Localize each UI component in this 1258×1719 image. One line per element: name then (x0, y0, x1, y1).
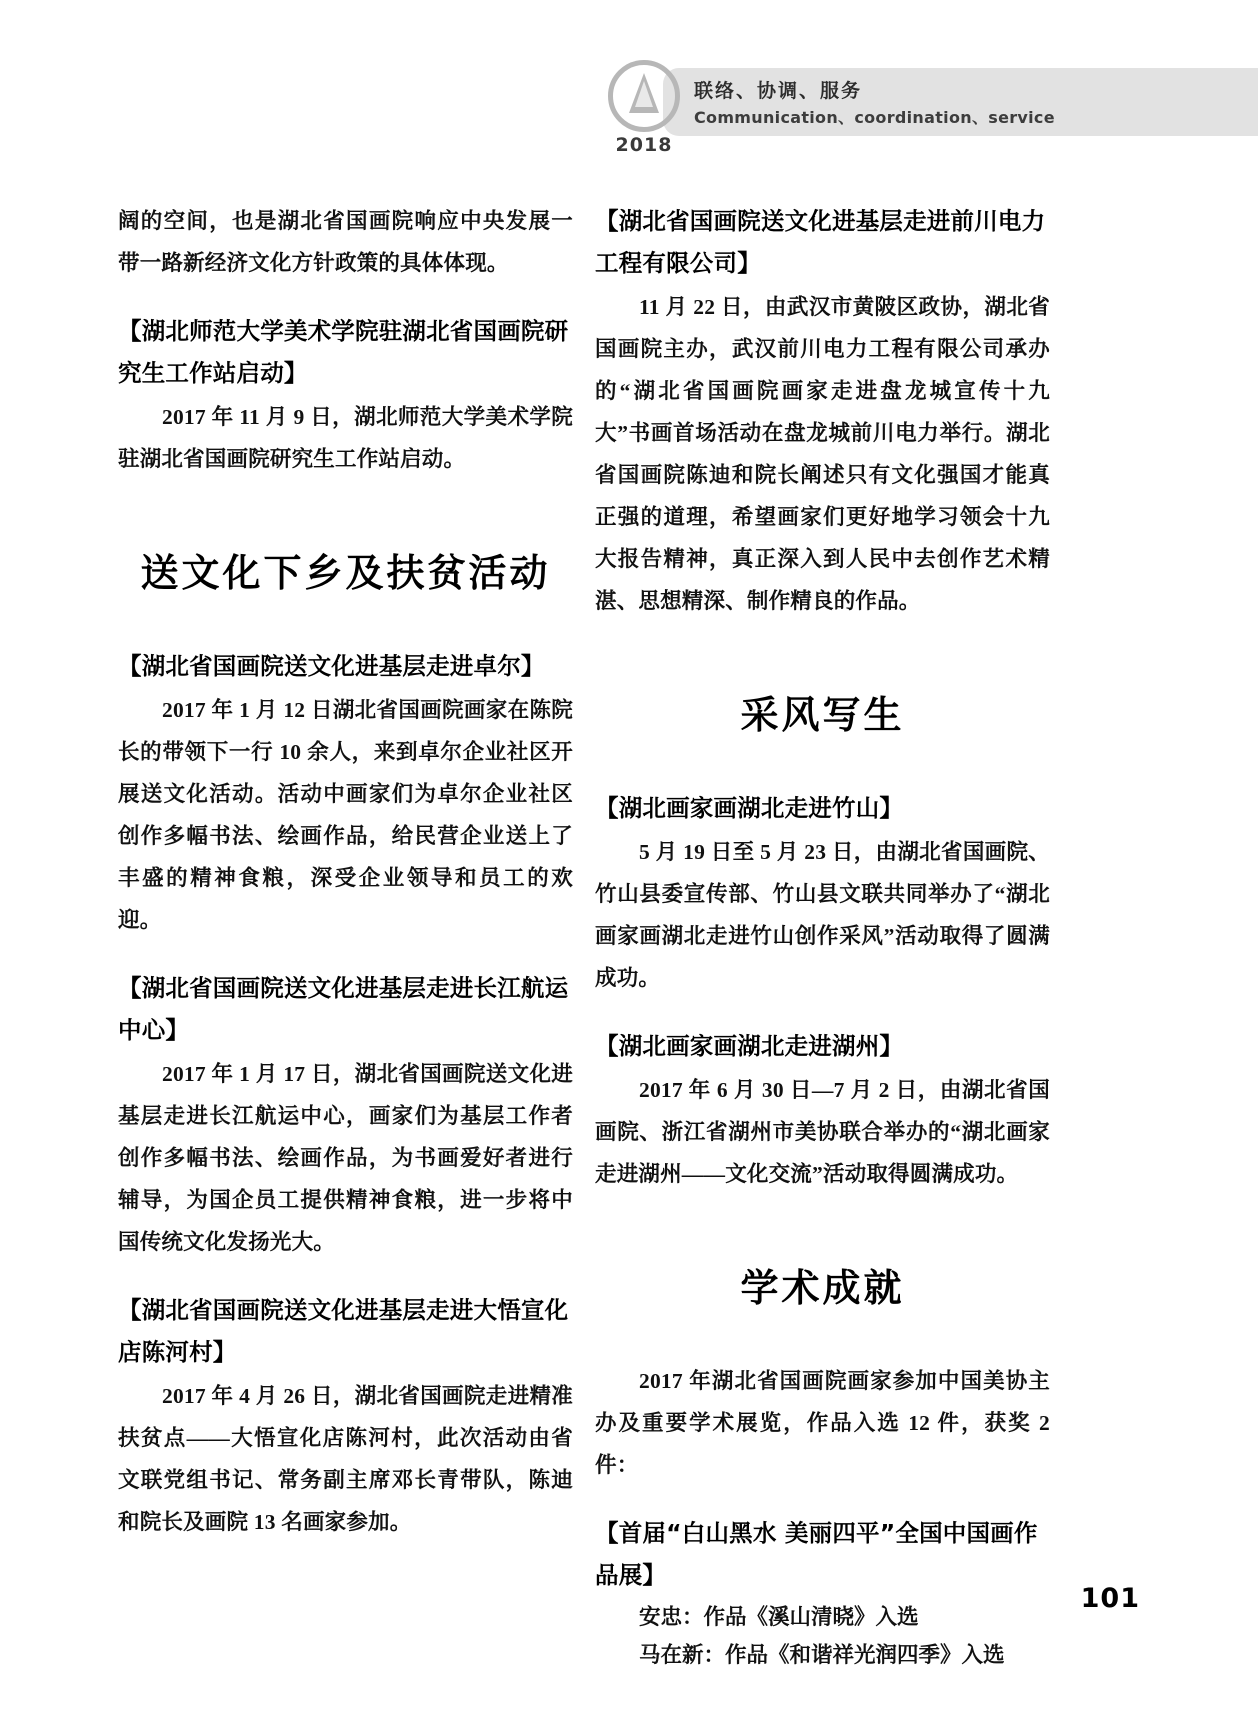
article-body-changjiang-shipping: 2017 年 1 月 17 日，湖北省国画院送文化进基层走进长江航运中心，画家们为基层工作者创作多幅书法、绘画作品，为书画爱好者进行辅导，为国企员工提供精神食粮，进一步将中国传统文化发扬光大。 (118, 1062, 573, 1254)
continued-paragraph: 阔的空间，也是湖北省国画院响应中央发展一带一路新经济文化方针政策的具体体现。 (118, 209, 573, 275)
section-heading-academic-achievements: 学术成就 (740, 1266, 905, 1310)
article-heading-graduate-workstation: 【湖北师范大学美术学院驻湖北省国画院研究生工作站启动】 (118, 317, 569, 387)
article-heading-dawu-chenhe: 【湖北省国画院送文化进基层走进大悟宣化店陈河村】 (118, 1296, 569, 1366)
tower-circle-logo-icon (608, 60, 680, 132)
running-header (0, 60, 1258, 156)
header-title-cn: 联络、协调、服务 (694, 80, 863, 102)
academic-summary: 2017 年湖北省国画院画家参加中国美协主办及重要学术展览，作品入选 12 件，获奖 2 件： (595, 1369, 1050, 1477)
right-column (595, 200, 1050, 1674)
article-heading-zhushan: 【湖北画家画湖北走进竹山】 (595, 794, 904, 822)
award-entry: 马在新：作品《和谐祥光润四季》入选 (639, 1643, 1005, 1667)
article-body-zhuoer: 2017 年 1 月 12 日湖北省国画院画家在陈院长的带领下一行 10 余人，来到卓尔企业社区开展送文化活动。活动中画家们为卓尔企业社区创作多幅书法、绘画作品，给民营企业送上了丰盛的精神食粮，深受企业领导和员工的欢迎。 (118, 698, 573, 932)
article-body-dawu-chenhe: 2017 年 4 月 26 日，湖北省国画院走进精准扶贫点——大悟宣化店陈河村，此次活动由省文联党组书记、常务副主席邓长青带队，陈迪和院长及画院 13 名画家参加。 (118, 1384, 573, 1534)
header-year: 2018 (615, 134, 673, 156)
article-body-qianchuan-power: 11 月 22 日，由武汉市黄陂区政协，湖北省国画院主办，武汉前川电力工程有限公司承办的“湖北省国画院画家走进盘龙城宣传十九大”书画首场活动在盘龙城前川电力举行。湖北省国画院陈迪和院长阐述只有文化强国才能真正强的道理，希望画家们更好地学习领会十九大报告精神，真正深入到人民中去创作艺术精湛、思想精深、制作精良的作品。 (595, 295, 1050, 613)
article-heading-changjiang-shipping: 【湖北省国画院送文化进基层走进长江航运中心】 (118, 974, 569, 1044)
article-body-huzhou: 2017 年 6 月 30 日—7 月 2 日，由湖北省国画院、浙江省湖州市美协联合举办的“湖北画家走进湖州——文化交流”活动取得圆满成功。 (595, 1078, 1050, 1186)
left-column (118, 200, 573, 1547)
logo-tower-inner-shape (635, 81, 653, 107)
article-body-graduate-workstation: 2017 年 11 月 9 日，湖北师范大学美术学院驻湖北省国画院研究生工作站启动。 (118, 405, 573, 471)
article-heading-huzhou: 【湖北画家画湖北走进湖州】 (595, 1032, 904, 1060)
article-heading-zhuoer: 【湖北省国画院送文化进基层走进卓尔】 (118, 652, 545, 680)
page-number: 101 (1080, 1583, 1140, 1614)
article-heading-qianchuan-power: 【湖北省国画院送文化进基层走进前川电力工程有限公司】 (595, 207, 1046, 277)
award-entry: 安忠：作品《溪山清晓》入选 (639, 1605, 919, 1629)
header-logo (605, 60, 683, 156)
section-heading-sketching: 采风写生 (740, 693, 905, 737)
article-heading-baishan-heishui-exhibition: 【首届“白山黑水 美丽四平”全国中国画作品展】 (595, 1519, 1038, 1589)
section-heading-culture-to-countryside: 送文化下乡及扶贫活动 (140, 551, 551, 595)
header-title-en: Communication、coordination、service (694, 108, 1055, 127)
article-body-zhushan: 5 月 19 日至 5 月 23 日，由湖北省国画院、竹山县委宣传部、竹山县文联共同举办了“湖北画家画湖北走进竹山创作采风”活动取得了圆满成功。 (595, 840, 1050, 990)
